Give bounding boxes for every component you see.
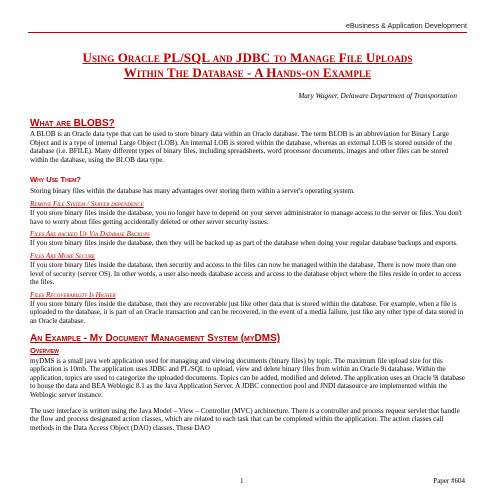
ui-paragraph: The user interface is written using the Java Model – View – Controller (MVC) architecture. There is a controller and process request servlet that handle the flow and process designated action classes, which are related to each task that can be completed within the application. The action classes call methods in the Data Access Object (DAO) classes. These DAO — [30, 406, 460, 432]
overview-paragraph: myDMS is a small java web application used for managing and viewing documents (binary files) by topic. The maximum file upload size for this application is 10mb. The application uses JDBC and PL/SQL to upload, view and delete binary files from within an Oracle 9i database. Within the application, topics are used to categorize the uploaded documents. Topics can be added, modified and deleted. The application uses an Oracle 9i database to house the data and BEA Weblogic 8.1 as the Java Application Server. A JDBC connection pool and JNDI datasource are implemented within the Weblogic server instance. — [30, 356, 465, 399]
header-rule — [28, 32, 467, 33]
page-number: 1 — [240, 477, 244, 485]
subheading-security: Files Are More Secure — [30, 251, 95, 260]
body-content — [30, 120, 468, 434]
paragraph-backups: If you store binary files inside the database, then they will be backed up as part of the database when doing your regular database backups and exports. — [30, 239, 458, 248]
paragraph-recoverability: If you store binary files inside the database, then they are recoverable just like other data that is stored within the database. For example, when a file is uploaded to the database, it is part of an Oracle transaction and can be recovered, in the event of a media failure, just like any other type of data stored in an Oracle database. — [30, 299, 464, 325]
author-line: Mary Wagner, Delaware Department of Transportation — [298, 92, 457, 100]
paper-number: Paper #604 — [433, 477, 465, 485]
running-header: eBusiness & Application Development — [345, 21, 467, 30]
paper-title-line2: Within The Database - A Hands-on Example — [123, 65, 372, 80]
paper-title-line1: Using Oracle PL/SQL and JDBC to Manage File Uploads — [82, 50, 413, 65]
why-intro: Storing binary files within the database has many advantages over storing them within a server's operating system. — [30, 187, 355, 196]
subheading-backups: Files Are backed Up Via Database Backups — [30, 230, 150, 239]
subheading-recoverability: Files Recoverability Is Higher — [30, 290, 116, 299]
section-heading-why: Why Use Them? — [30, 175, 81, 185]
paragraph-security: If you store binary files inside the database, then security and access to the files can now be managed within the database. There is now more than one level of security (server OS). In other words, a user also needs database access and access to the database object where the files reside in order to access the files. — [30, 261, 462, 287]
paper-title — [30, 50, 465, 80]
section-heading-example: An Example - My Document Management System (myDMS) — [30, 333, 281, 345]
section-heading-blobs: What are BLOBS? — [30, 118, 115, 129]
blobs-paragraph: A BLOB is an Oracle data type that can be used to store binary data within an Oracle database. The term BLOB is an abbreviation for Binary Large Object and is a type of internal Large Object (LOB). An internal LOB is stored within the database, whereas an external LOB is stored outside of the database (i.e. BFILE). Many different types of binary files, including spreadsheets, word processor documents, images and other files can be stored within the database, using the BLOB data type. — [30, 130, 453, 164]
subheading-remove-dependence: Remove File System / Server dependence — [30, 199, 144, 208]
subheading-overview: Overview — [30, 345, 59, 355]
paragraph-remove-dependence: If you store binary files inside the database, you no longer have to depend on your server administrator to manage access to the server or files. You don't have to worry about files getting accidentally deleted or other server security issues. — [30, 209, 462, 226]
